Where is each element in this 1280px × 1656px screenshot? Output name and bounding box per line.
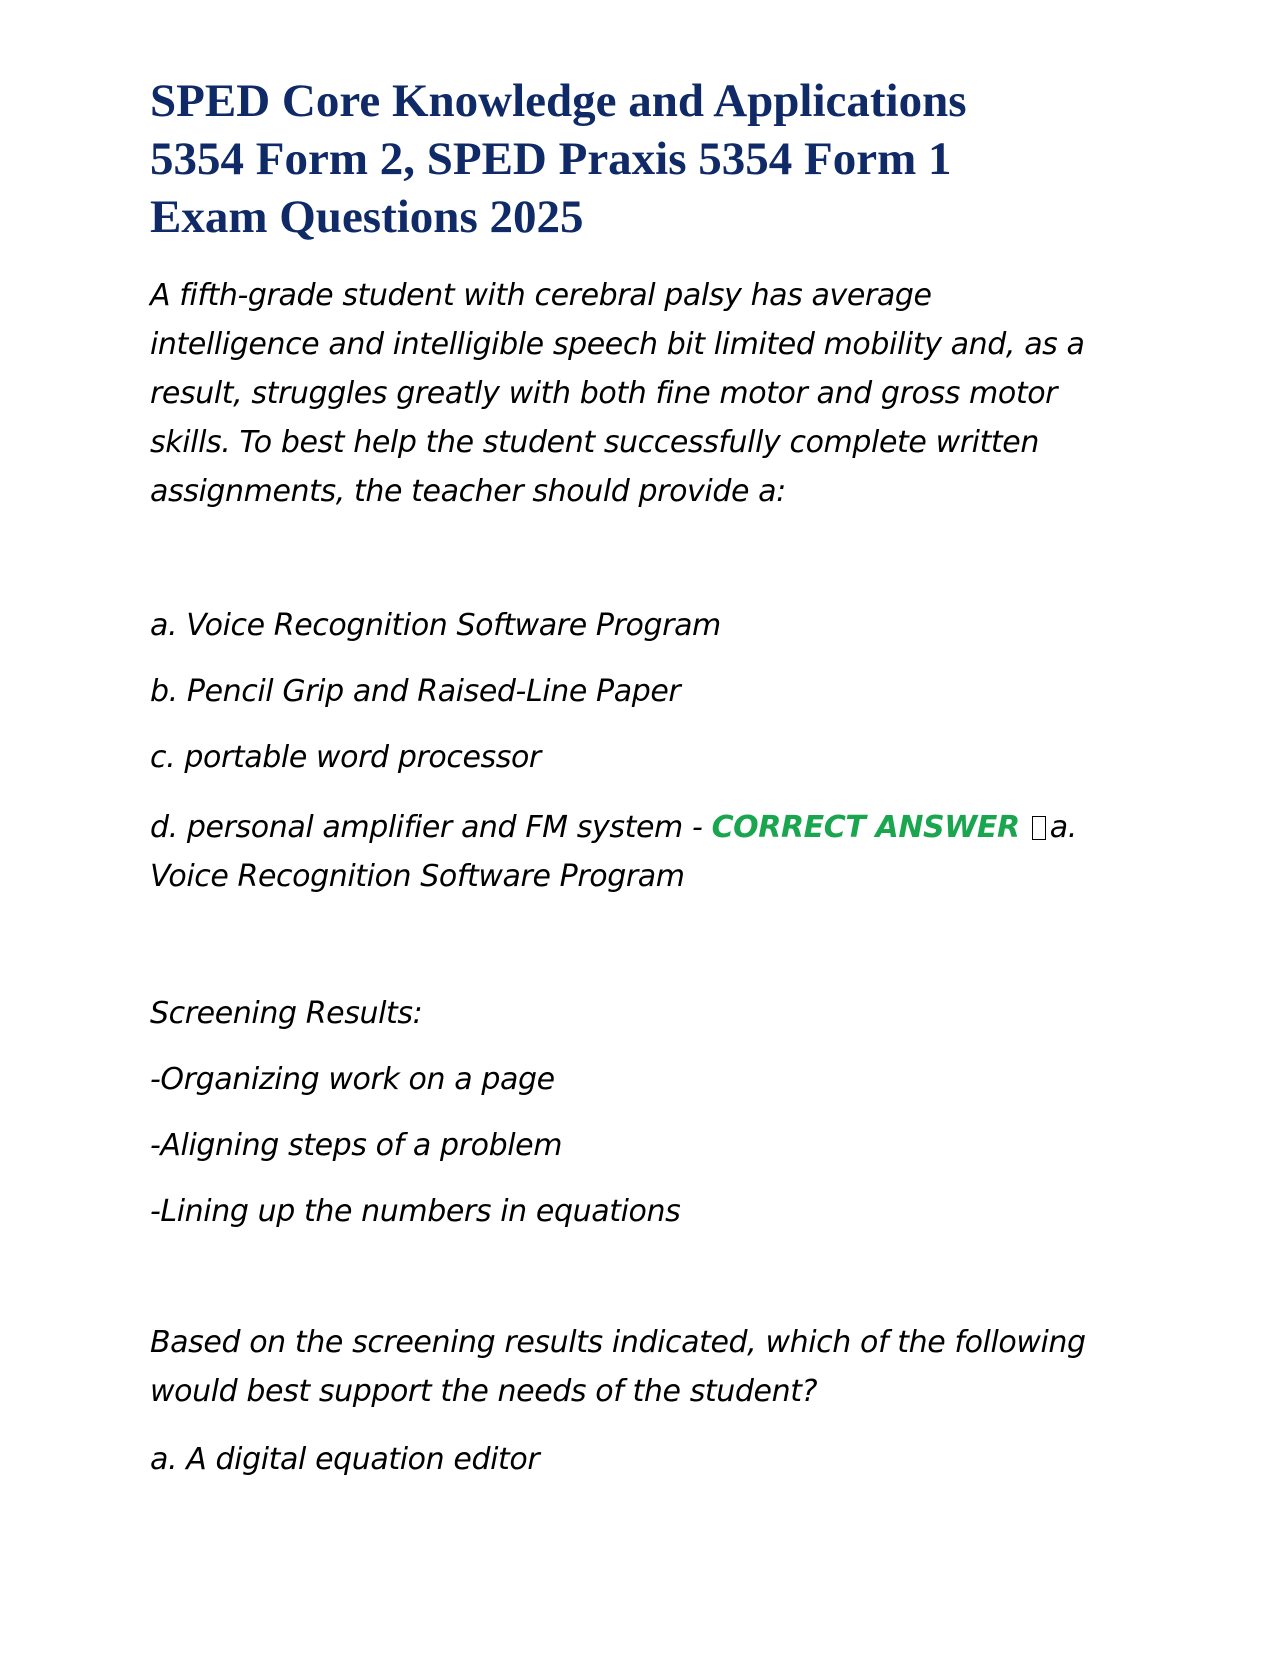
option-d-text: d. personal amplifier and FM system - bbox=[150, 810, 712, 845]
document-title bbox=[150, 72, 1150, 246]
title-line: 5354 Form 2, SPED Praxis 5354 Form 1 bbox=[150, 133, 952, 185]
question1-stem-line: skills. To best help the student successfully complete written bbox=[150, 425, 1039, 460]
title-line: SPED Core Knowledge and Applications bbox=[150, 75, 967, 127]
question1-stem bbox=[150, 271, 1085, 516]
question2-stem-line: Based on the screening results indicated, which of the following bbox=[150, 1325, 1086, 1360]
question1-option-a: a. Voice Recognition Software Program bbox=[150, 608, 721, 643]
screening-item: -Lining up the numbers in equations bbox=[150, 1194, 681, 1229]
missing-glyph-icon bbox=[1032, 816, 1046, 840]
answer-continued: Voice Recognition Software Program bbox=[150, 859, 685, 894]
question1-option-d-line bbox=[150, 803, 1077, 852]
question1-stem-line: result, struggles greatly with both fine motor and gross motor bbox=[150, 376, 1058, 411]
question1-option-c: c. portable word processor bbox=[150, 740, 541, 775]
question2-option-a: a. A digital equation editor bbox=[150, 1442, 540, 1477]
correct-answer-label: CORRECT ANSWER bbox=[711, 810, 1020, 845]
title-line: Exam Questions 2025 bbox=[150, 191, 584, 243]
question2-stem-line: would best support the needs of the student? bbox=[150, 1374, 818, 1409]
screening-item: -Organizing work on a page bbox=[150, 1062, 555, 1097]
screening-item: -Aligning steps of a problem bbox=[150, 1128, 563, 1163]
question1-stem-line: A fifth-grade student with cerebral palsy has average bbox=[150, 278, 932, 313]
question1-stem-line: intelligence and intelligible speech bit limited mobility and, as a bbox=[150, 327, 1085, 362]
screening-heading: Screening Results: bbox=[150, 996, 423, 1031]
question1-stem-line: assignments, the teacher should provide a: bbox=[150, 474, 786, 509]
question1-option-d bbox=[150, 803, 1077, 901]
question1-option-b: b. Pencil Grip and Raised-Line Paper bbox=[150, 674, 681, 709]
question2-stem bbox=[150, 1318, 1086, 1416]
answer-inline: a. bbox=[1049, 810, 1077, 845]
